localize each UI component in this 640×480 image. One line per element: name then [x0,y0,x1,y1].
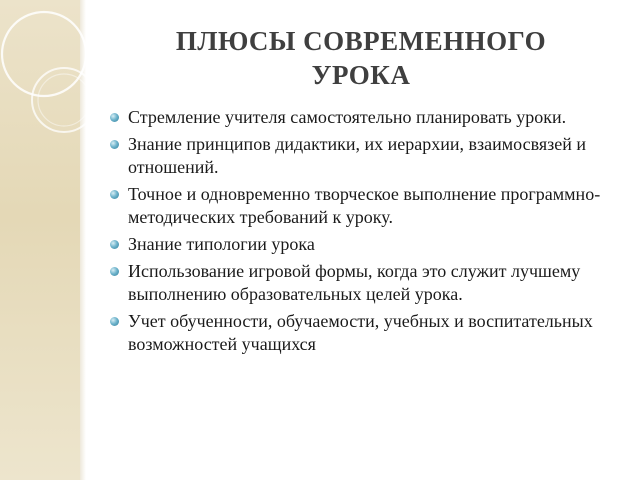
list-item [110,133,630,179]
round-bullet-icon [110,140,119,149]
round-bullet-icon [110,190,119,199]
list-item [110,106,630,129]
list-item [110,233,630,256]
list-item [110,183,630,229]
list-item-text: Использование игровой формы, когда это служит лучшему выполнению образовательных целей урока. [128,261,581,304]
slide-title-line-1: ПЛЮСЫ СОВРЕМЕННОГО [175,26,547,56]
list-item [110,310,630,356]
slide-title [96,24,626,92]
bullet-list [110,106,630,360]
circle-ornament-icon [0,0,100,170]
round-bullet-icon [110,317,119,326]
list-item [110,260,630,306]
list-item-text: Стремление учителя самостоятельно планировать уроки. [128,107,567,127]
round-bullet-icon [110,240,119,249]
round-bullet-icon [110,113,119,122]
list-item-text: Знание принципов дидактики, их иерархии, взаимосвязей и отношений. [128,134,586,177]
slide-title-line-2: УРОКА [311,60,411,90]
list-item-text: Знание типологии урока [128,234,315,254]
list-item-text: Учет обученности, обучаемости, учебных и воспитательных возможностей учащихся [128,311,593,354]
list-item-text: Точное и одновременно творческое выполнение программно-методических требований к уроку. [128,184,601,227]
round-bullet-icon [110,267,119,276]
